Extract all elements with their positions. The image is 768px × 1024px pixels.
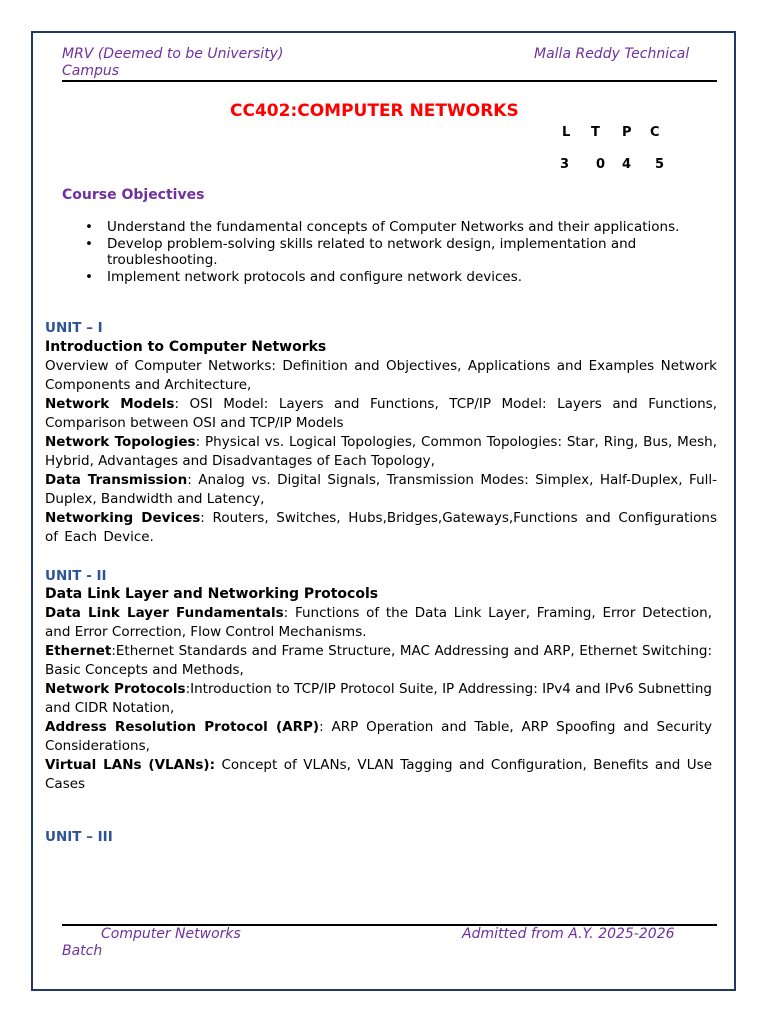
- unit2-vlans-label: Virtual LANs (VLANs):: [45, 757, 215, 773]
- footer-batch: Batch: [62, 943, 103, 959]
- bullet-icon: •: [85, 235, 93, 252]
- unit2-heading: UNIT - II: [45, 568, 107, 584]
- objectives-list: [85, 219, 705, 285]
- ltpc-value-t: 0: [596, 157, 606, 172]
- unit1-data-transmission-label: Data Transmission: [45, 472, 188, 488]
- unit2-ethernet-label: Ethernet: [45, 643, 112, 659]
- ltpc-label-p: P: [622, 125, 632, 140]
- ltpc-label-c: C: [650, 125, 660, 140]
- objectives-heading: Course Objectives: [62, 187, 205, 203]
- header-university: MRV (Deemed to be University): [62, 46, 284, 62]
- unit2-ethernet-text: :Ethernet Standards and Frame Structure, MAC Addressing and ARP, Ethernet Switching: Basic Concepts and Methods,: [45, 643, 712, 678]
- unit1-networking-devices-label: Networking Devices: [45, 510, 201, 526]
- unit2-vlans: [45, 756, 712, 794]
- unit2-vlans-text: Concept of VLANs, VLAN Tagging and Configuration, Benefits and Use Cases: [45, 757, 712, 792]
- objective-item: [85, 269, 705, 286]
- unit1-data-transmission: [45, 471, 717, 509]
- unit1-networking-devices: [45, 509, 717, 547]
- footer-admitted: Admitted from A.Y. 2025-2026: [462, 926, 675, 942]
- ltpc-label-t: T: [591, 125, 600, 140]
- course-title: CC402:COMPUTER NETWORKS: [230, 101, 519, 121]
- ltpc-value-l: 3: [560, 157, 570, 172]
- unit1-data-transmission-text: : Analog vs. Digital Signals, Transmission Modes: Simplex, Half-Duplex, Full-Duplex, Bandwidth and Latency,: [45, 472, 718, 507]
- header-campus: Campus: [62, 63, 120, 79]
- unit2-dll-fundamentals-text: : Functions of the Data Link Layer, Framing, Error Detection, and Error Correction, Flow Control Mechanisms.: [45, 605, 712, 640]
- unit1-network-topologies-label: Network Topologies: [45, 434, 196, 450]
- header-rule: [62, 80, 717, 82]
- unit1-network-models-label: Network Models: [45, 396, 175, 412]
- footer-course: Computer Networks: [101, 926, 241, 942]
- unit2-network-protocols-label: Network Protocols: [45, 681, 186, 697]
- objective-item: [85, 236, 705, 269]
- unit2-network-protocols-text: :Introduction to TCP/IP Protocol Suite, IP Addressing: IPv4 and IPv6 Subnetting and CIDR Notation,: [45, 681, 712, 716]
- bullet-icon: •: [85, 219, 93, 235]
- unit2-network-protocols: [45, 680, 712, 718]
- unit2-arp: [45, 718, 712, 756]
- unit2-title: Data Link Layer and Networking Protocols: [45, 586, 379, 602]
- objective-item: [85, 219, 705, 236]
- objective-text: Understand the fundamental concepts of Computer Networks and their applications.: [107, 219, 680, 235]
- unit2-arp-text: : ARP Operation and Table, ARP Spoofing and Security Considerations,: [45, 719, 712, 754]
- unit3-heading: UNIT – III: [45, 829, 113, 845]
- unit1-heading: UNIT – I: [45, 320, 103, 336]
- unit1-title: Introduction to Computer Networks: [45, 339, 327, 355]
- ltpc-value-c: 5: [655, 157, 665, 172]
- unit1-network-topologies-text: : Physical vs. Logical Topologies, Common Topologies: Star, Ring, Bus, Mesh, Hybrid, Advantages and Disadvantages of Each Topology,: [45, 434, 717, 469]
- unit1-network-models-text: : OSI Model: Layers and Functions, TCP/IP Model: Layers and Functions, Comparison between OSI and TCP/IP Models: [45, 396, 717, 431]
- objective-text: Develop problem-solving skills related to network design, implementation and troubleshooting.: [107, 235, 637, 268]
- unit1-overview: Overview of Computer Networks: Definition and Objectives, Applications and Examples Network Components and Architecture,: [45, 358, 717, 393]
- unit1-networking-devices-text: : Routers, Switches, Hubs,Bridges,Gateways,Functions and Configurations of Each Device.: [45, 510, 718, 545]
- header-institute: Malla Reddy Technical: [534, 46, 690, 62]
- unit2-ethernet: [45, 642, 712, 680]
- unit2-dll-fundamentals: [45, 604, 712, 642]
- ltpc-value-p: 4: [622, 157, 632, 172]
- unit1-network-topologies: [45, 433, 717, 471]
- unit1-network-models: [45, 395, 717, 433]
- unit2-dll-fundamentals-label: Data Link Layer Fundamentals: [45, 605, 284, 621]
- bullet-icon: •: [85, 268, 93, 285]
- objective-text: Implement network protocols and configure network devices.: [107, 268, 523, 285]
- ltpc-label-l: L: [562, 125, 571, 140]
- unit2-arp-label: Address Resolution Protocol (ARP): [45, 719, 320, 735]
